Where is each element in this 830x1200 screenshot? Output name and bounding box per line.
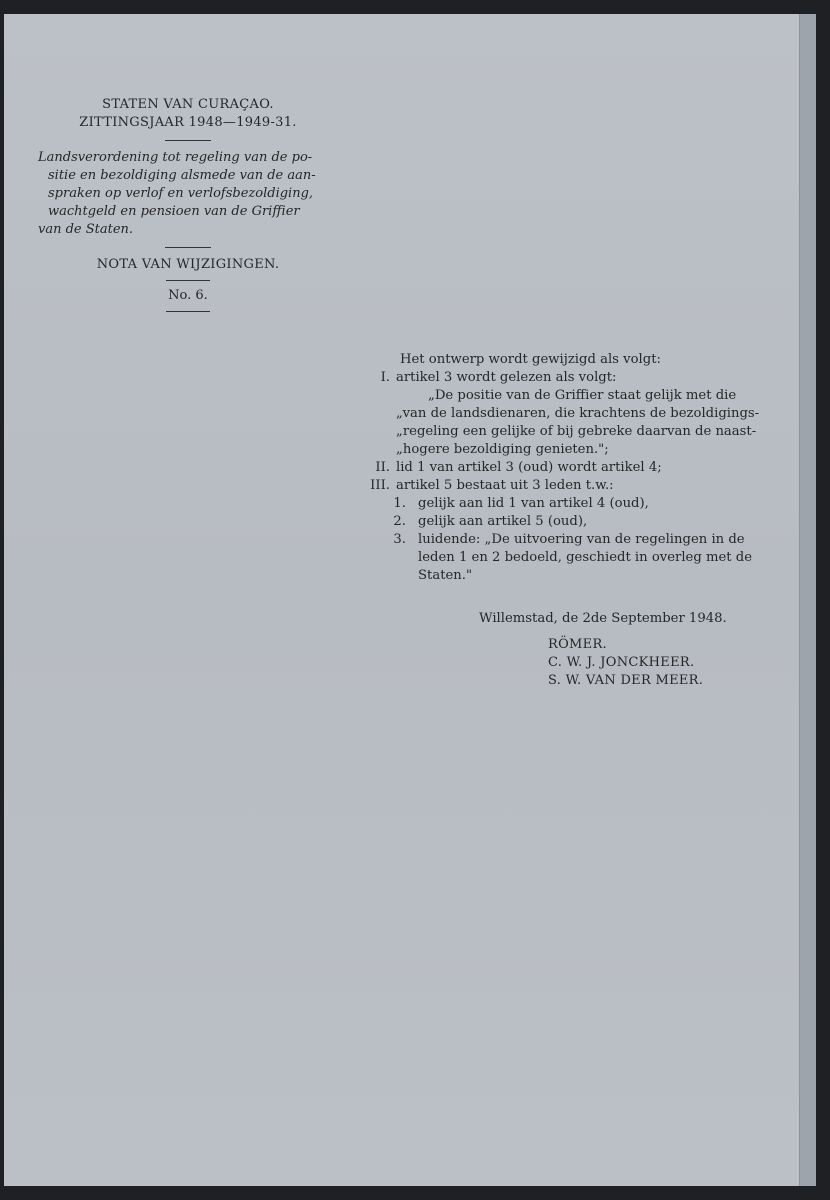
divider — [166, 280, 210, 281]
title-line: sitie en bezoldiging alsmede van de aan- — [48, 168, 316, 183]
item-text: lid 1 van artikel 3 (oud) wordt artikel 4; — [396, 460, 662, 475]
title-line: spraken op verlof en verlofsbezoldiging, — [48, 186, 314, 201]
item-text: artikel 5 bestaat uit 3 leden t.w.: — [396, 478, 614, 493]
item-row — [344, 477, 764, 495]
document-page — [4, 14, 816, 1186]
item-number: III. — [370, 478, 390, 493]
quote-row — [344, 405, 764, 423]
quote-line: „regeling een gelijke of bij gebreke daarvan de naast- — [396, 424, 757, 439]
subitem-text: gelijk aan lid 1 van artikel 4 (oud), — [418, 496, 649, 511]
nota-heading: NOTA VAN WIJZIGINGEN. — [96, 257, 280, 272]
title-line: Landsverordening tot regeling van de po- — [38, 150, 313, 165]
document-number: No. 6. — [168, 288, 208, 303]
subitem-row — [344, 549, 764, 567]
subitem-row — [344, 531, 764, 549]
divider — [166, 311, 210, 312]
quote-row — [344, 387, 764, 405]
quote-row — [344, 441, 764, 459]
page-edge — [799, 14, 816, 1186]
document-header — [38, 96, 338, 318]
item-row — [344, 369, 764, 387]
subitem-number: 1. — [393, 496, 406, 511]
subitem-text: gelijk aan artikel 5 (oud), — [418, 514, 588, 529]
quote-line: „De positie van de Griffier staat gelijk met die — [428, 388, 737, 403]
subitem-number: 2. — [393, 514, 406, 529]
subitem-row — [344, 513, 764, 531]
subitem-row — [344, 567, 764, 585]
item-row — [344, 459, 764, 477]
item-text: artikel 3 wordt gelezen als volgt: — [396, 370, 617, 385]
title-line: van de Staten. — [38, 222, 134, 237]
session-year: ZITTINGSJAAR 1948—1949-31. — [79, 115, 297, 130]
subitem-text: Staten." — [418, 568, 473, 583]
subitem-text: luidende: „De uitvoering van de regelingen in de — [418, 532, 745, 547]
quote-line: „hogere bezoldiging genieten."; — [396, 442, 609, 457]
divider — [165, 247, 211, 248]
item-number: II. — [375, 460, 390, 475]
signatures — [548, 636, 703, 690]
ordinance-title — [38, 149, 338, 239]
signatory: S. W. VAN DER MEER. — [548, 673, 704, 688]
item-number: I. — [380, 370, 390, 385]
subitem-row — [344, 495, 764, 513]
assembly-name: STATEN VAN CURAÇAO. — [102, 97, 274, 112]
quote-line: „van de landsdienaren, die krachtens de bezoldigings- — [396, 406, 760, 421]
signatory: C. W. J. JONCKHEER. — [548, 655, 695, 670]
subitem-number: 3. — [393, 532, 406, 547]
subitem-text: leden 1 en 2 bedoeld, geschiedt in overleg met de — [418, 550, 753, 565]
title-line: wachtgeld en pensioen van de Griffier — [48, 204, 300, 219]
intro-row — [344, 351, 764, 369]
intro-text: Het ontwerp wordt gewijzigd als volgt: — [400, 352, 661, 367]
divider — [165, 140, 211, 141]
amendment-body — [344, 351, 764, 585]
quote-row — [344, 423, 764, 441]
signatory: RÖMER. — [548, 637, 607, 652]
place-date: Willemstad, de 2de September 1948. — [479, 611, 727, 626]
